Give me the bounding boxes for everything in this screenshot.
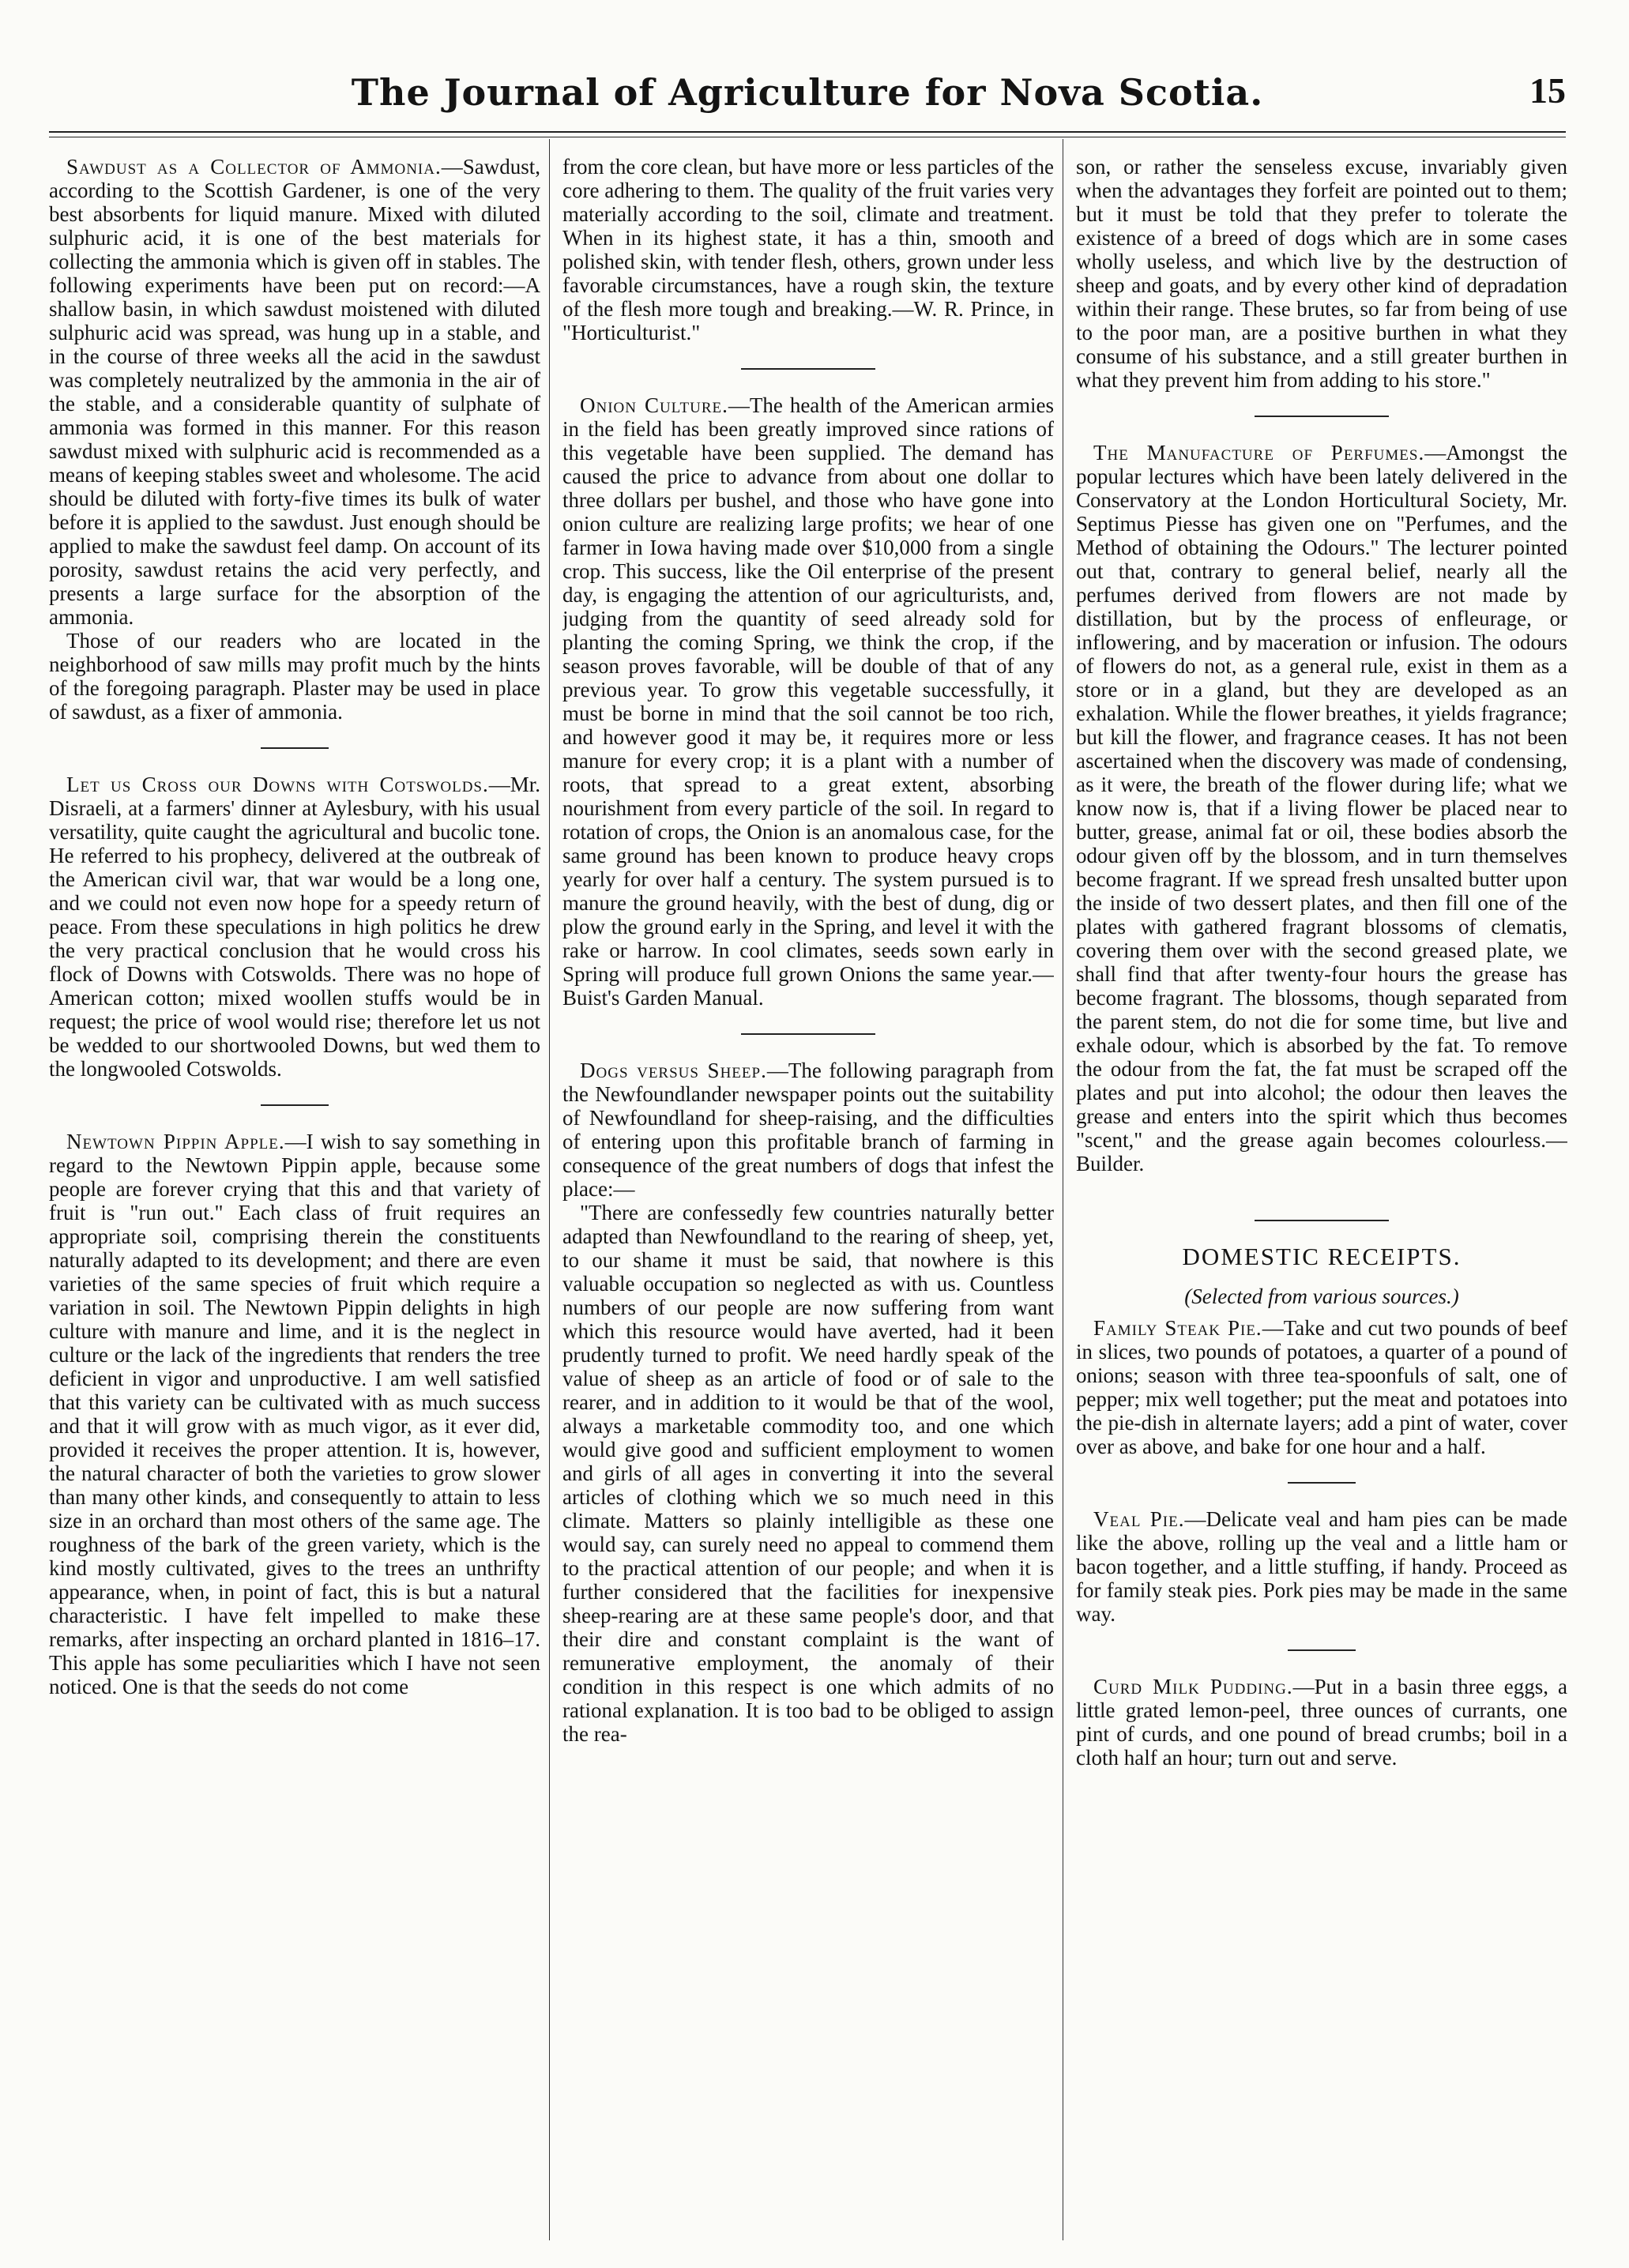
section-separator <box>1255 1220 1389 1221</box>
article-perfumes <box>1076 441 1567 1175</box>
section-separator <box>261 1104 329 1106</box>
article-body: —Sawdust, according to the Scottish Gardener, is one of the very best absorbents for liquid manure. Mixed with diluted sulphuric acid, it is one of the best materials for collecting the ammonia which is given off in stables. The following experiments have been put on record:—A shallow basin, in which sawdust moistened with diluted sulphuric acid was spread, was hung up in a stable, and in the course of three weeks all the acid in the sawdust was completely neutralized by the ammonia in the air of the stable, and a considerable quantity of sulphate of ammonia was formed in this manner. For this reason sawdust mixed with sulphuric acid is recommended as a means of keeping stables sweet and wholesome. The acid should be diluted with forty-five times its bulk of water before it is applied to the sawdust. Just enough should be applied to make the sawdust feel damp. On account of its porosity, sawdust retains the acid very perfectly, and presents a large surface for the absorption of the ammonia. <box>49 155 540 629</box>
recipe-body: —Put in a basin three eggs, a little grated lemon-peel, three ounces of currants, one pint of curds, and one pound of bread crumbs; boil in a cloth half an hour; turn out and serve. <box>1076 1675 1567 1770</box>
section-subheading: (Selected from various sources.) <box>1184 1284 1459 1308</box>
article-body: —I wish to say something in regard to the Newtown Pippin apple, because some people are forever crying that this and that variety of fruit is "run out." Each class of fruit requires an appropriate soil, comprising therein the constituents naturally adapted to its development; and there are even varieties of the same species of fruit which require a variation in soil. The Newtown Pippin delights in high culture with manure and lime, and it is the neglect in culture or the lack of the ingredients that renders the tree deficient in vigor and unproductive. I am well satisfied that this variety can be cultivated with as much success and that it will grow with as much vigor, as it ever did, provided it receives the proper attention. It is, however, the natural character of both the varieties to grow slower than many other kinds, and consequently to attain to less size in an orchard than most others of the same age. The roughness of the bark of the green variety, which is the kind mostly cultivated, gives to the trees an unthrifty appearance, when, in point of fact, this is but a natural characteristic. I have felt impelled to make these remarks, after inspecting an orchard planted in 1816–17. This apple has some peculiarities which I have not seen noticed. One is that the seeds do not come <box>49 1130 540 1698</box>
recipe-heading: Veal Pie. <box>1093 1507 1185 1531</box>
column-divider <box>549 139 550 2240</box>
article-body: —Mr. Disraeli, at a farmers' dinner at Aylesbury, with his usual versatility, quite caught the agricultural and bucolic tone. He referred to his prophecy, delivered at the outbreak of the American civil war, that war would be a long one, and we could not even now hope for a speedy return of peace. From these speculations in high politics he drew the very practical conclusion that he would cross his flock of Downs with Cotswolds. There was no hope of American cotton; mixed woollen stuffs would be in request; the price of wool would rise; therefore let us not be wedded to our shortwooled Downs, but wed them to the longwooled Cotswolds. <box>49 773 540 1081</box>
section-separator <box>741 1033 875 1035</box>
column-middle <box>562 155 1054 2240</box>
article-body: —Amongst the popular lectures which have been lately delivered in the Conservatory at the London Horticultural Society, Mr. Septimus Piesse has given one on "Perfumes, and the Method of obtaining the Odours." The lecturer pointed out that, contrary to general belief, nearly all the perfumes derived from flowers are not made by distillation, but by the process of enfleurage, or inflowering, and by maceration or infusion. The odours of flowers do not, as a general rule, exist in them as a store or in a gland, but they are developed as an exhalation. While the flower breathes, it yields fragrance; but kill the flower, and fragrance ceases. It has not been ascertained when the discovery was made of condensing, as it were, the breath of the flower during life; what we know now is, that if a living flower be placed near to butter, grease, animal fat or oil, these bodies absorb the odour given off by the blossom, and in turn themselves become fragrant. If we spread fresh unsalted butter upon the inside of two dessert plates, and then fill one of the plates with gathered fragrant blossoms of clematis, covering them over with the second greased plate, we shall find that after twenty-four hours the grease has become fragrant. The blossoms, though separated from the parent stem, do not die for some time, but live and exhale odour, which is absorbed by the fat. To remove the odour from the fat, the fat must be scraped off the plates and put into alcohol; the odour then leaves the grease and enters into the spirit which thus becomes "scent," and the grease again becomes colourless.—Builder. <box>1076 441 1567 1175</box>
article-heading: The Manufacture of Perfumes. <box>1093 441 1425 465</box>
recipe-body: —Delicate veal and ham pies can be made like the above, rolling up the veal and a little ham or bacon together, and a little stuffing, if handy. Proceed as for family steak pies. Pork pies may be made in the same way. <box>1076 1507 1567 1626</box>
article-onion <box>562 393 1054 1010</box>
section-separator <box>1255 416 1389 417</box>
column-left <box>49 155 540 2240</box>
article-continuation: from the core clean, but have more or less particles of the core adhering to them. The quality of the fruit varies very materially according to the soil, climate and treatment. When in its highest state, it has a thin, smooth and polished skin, with tender flesh, others, grown under less favorable circumstances, have a rough skin, the texture of the flesh more tough and breaking.—W. R. Prince, in "Horticulturist." <box>562 155 1054 344</box>
article-heading: Sawdust as a Collector of Ammonia. <box>66 155 442 179</box>
article-heading: Newtown Pippin Apple. <box>66 1130 285 1153</box>
section-separator <box>1288 1482 1356 1484</box>
article-quote: "There are confessedly few countries naturally better adapted than Newfoundland to the rearing of sheep, yet, to our shame it must be said, that nowhere is this valuable occupation so neglected as with us. Countless numbers of our people are now suffering from want which this resource would have averted, had it been prudently turned to profit. We need hardly speak of the value of sheep as an article of food or of sale to the rearer, and in addition to it would be that of the wool, always a marketable commodity too, and one which would give good and sufficient employment to women and girls of all ages in converting it into the several articles of clothing which we so much need in this climate. Matters so plainly intelligible as these one would say, can surely need no appeal to commend them to the practical attention of our people; and when it is further considered that the facilities for inexpensive sheep-rearing are at these same people's door, and that their dire and constant complaint is the want of remunerative employment, the anomaly of their condition in this respect is one which admits of no rational explanation. It is too bad to be obliged to assign the rea- <box>562 1201 1054 1746</box>
column-right <box>1076 155 1567 2240</box>
page-number: 15 <box>1529 70 1566 111</box>
article-cotswolds <box>49 773 540 1081</box>
article-body: —The following paragraph from the Newfoundlander newspaper points out the suitability of Newfoundland for sheep-raising, and the difficulties of entering upon this profitable branch of farming in consequence of the great numbers of dogs that infest the place:— <box>562 1059 1054 1201</box>
recipe-veal-pie <box>1076 1507 1567 1626</box>
article-paragraph: Those of our readers who are located in the neighborhood of saw mills may profit much by the hints of the foregoing paragraph. Plaster may be used in place of sawdust, as a fixer of ammonia. <box>49 629 540 724</box>
masthead-rule <box>49 131 1566 137</box>
article-continuation: son, or rather the senseless excuse, invariably given when the advantages they forfeit are pointed out to them; but it must be told that they prefer to tolerate the existence of a breed of dogs which are in some cases wholly useless, and which live by the destruction of sheep and goats, and by every other kind of depradation within their range. These brutes, so far from being of use to the poor man, are a positive burthen in what they consume of his substance, and a still greater burthen in what they prevent him from adding to his store." <box>1076 155 1567 392</box>
article-heading: Let us Cross our Downs with Cotswolds. <box>66 773 489 796</box>
article-dogs <box>562 1059 1054 1201</box>
recipe-body: —Take and cut two pounds of beef in slices, two pounds of potatoes, a quarter of a pound of onions; season with three tea-spoonfuls of salt, one of pepper; mix well together; put the meat and potatoes into the pie-dish in alternate layers; add a pint of water, cover over as above, and bake for one hour and a half. <box>1076 1316 1567 1458</box>
section-heading: DOMESTIC RECEIPTS. <box>1182 1243 1462 1270</box>
article-body: —The health of the American armies in the field has been greatly improved since rations of this vegetable have been supplied. The demand has caused the price to advance from about one dollar to three dollars per bushel, and those who have gone into onion culture are realizing large profits; we hear of one farmer in Iowa having made over $10,000 from a single crop. This success, like the Oil enterprise of the present day, is engaging the attention of our agriculturists, and, judging from the quantity of seed already sold for planting the coming Spring, we think the crop, if the season proves favorable, will be double of that of any previous year. To grow this vegetable successfully, it must be borne in mind that the soil cannot be too rich, and however good it may be, it requires more or less manure for every crop; it is a plant with a number of roots, that spread to a great extent, absorbing nourishment from every particle of the soil. In regard to rotation of crops, the Onion is an anomalous case, for the same ground has been known to produce heavy crops yearly for over half a century. The system pursued is to manure the ground heavily, with the best of dung, dig or plow the ground early in the Spring, and level it with the rake or harrow. In cool climates, seeds sown early in Spring will produce full grown Onions the same year.—Buist's Garden Manual. <box>562 393 1054 1010</box>
article-sawdust <box>49 155 540 629</box>
section-separator <box>741 368 875 370</box>
masthead <box>49 68 1566 123</box>
recipe-curd-pudding <box>1076 1675 1567 1770</box>
section-separator <box>1288 1649 1356 1651</box>
article-heading: Dogs versus Sheep. <box>580 1059 767 1082</box>
recipe-heading: Curd Milk Pudding. <box>1093 1675 1293 1698</box>
article-pippin <box>49 1130 540 1698</box>
recipe-steak-pie <box>1076 1316 1567 1458</box>
spacer <box>1076 1175 1567 1196</box>
recipe-heading: Family Steak Pie. <box>1093 1316 1262 1340</box>
section-separator <box>261 747 329 749</box>
journal-title: The Journal of Agriculture for Nova Scotia. <box>351 71 1264 114</box>
article-heading: Onion Culture. <box>580 393 728 417</box>
